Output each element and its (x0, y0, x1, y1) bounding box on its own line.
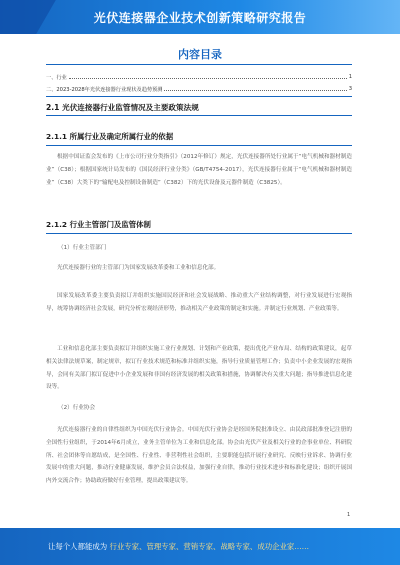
subsection-divider (46, 233, 352, 234)
paragraph: 根据中国证监会发布的《上市公司行业分类指引》（2012年修订）规定，光伏连接器所处行业属于“电气机械和器材制造业”（C38）；根据国家统计局发布的《国民经济行业分类》（GB/T4754-2017），光伏连接器行业属于“电气机械和器材制造业”（C38）大类下的“输配电及控制设备制造”（C382）下的光伏设备及元器件制造（C3825）。 (46, 154, 352, 186)
header-banner (0, 0, 400, 34)
toc-entry[interactable] (46, 84, 352, 94)
toc-divider (46, 96, 352, 97)
toc-entry[interactable] (46, 72, 352, 82)
toc-leader-dots (69, 75, 347, 79)
subsection-heading: 2.1.1 所属行业及确定所属行业的依据 (46, 132, 174, 141)
slogan-roles: 行业专家、管理专家、营销专家、战略专家、成功企业家…… (109, 542, 310, 551)
toc-entry-label: 一、行业 (46, 74, 67, 81)
paragraph: 国家发展改革委主要负责拟订并组织实施国民经济和社会发展战略、推动重大产业结构调整，对行业发展进行宏观指导，统筹协调经济社会发展，研究分析宏观经济形势，推动相关产业政策的制定和实施。并制定行业规划、产业政策等。 (46, 293, 352, 312)
toc-leader-dots (164, 87, 346, 91)
section-divider (46, 115, 352, 116)
toc-entry-page: 3 (348, 86, 352, 92)
subsection-divider (46, 145, 352, 146)
paragraph: 光伏连接器行业的自律性组织为中国光伏行业协会。中国光伏行业协会是经国务院批准设立、由民政部批准登记注册的全国性行业组织，于2014年6月成立，业务主管单位为工业和信息化部。协会由光伏产业及相关行业的企事业单位、科研院所、社会团体等自愿结成，是全国性、行业性、非营利性社会组织，主要职能包括开展行业研究、反映行业诉求、协调行业发展中的重大问题，推动行业健康发展，维护会员合法权益，加强行业自律，推动行业技术进步和标准化建设；组织开展国内外交流合作；协助政府做好行业管理，提出政策建议等。 (46, 427, 352, 485)
toc-title: 内容目录 (178, 48, 222, 61)
section-heading: 2.1 光伏连接器行业监管情况及主要政策法规 (46, 103, 199, 112)
paragraph: 光伏连接器行业的主管部门为国家发展改革委和工业和信息化部。 (57, 265, 220, 271)
subsection-heading: 2.1.2 行业主管部门及监管体制 (46, 220, 151, 229)
footer-slogan (48, 541, 309, 552)
toc-divider (46, 64, 352, 65)
slogan-lead: 让每个人都能成为 (48, 542, 108, 551)
page-number: 1 (347, 512, 351, 518)
report-title: 光伏连接器企业技术创新策略研究报告 (93, 11, 307, 25)
subheading: （2）行业协会 (58, 405, 96, 411)
footer-banner (0, 528, 400, 565)
subheading: （1）行业主管部门 (58, 245, 107, 251)
paragraph: 工业和信息化部主要负责拟订并组织实施工业行业规划、计划和产业政策，提出优化产业布局、结构的政策建议，起草相关法律法规草案，制定规章，拟订行业技术规范和标准并组织实施，指导行业质量管理工作；负责中小企业发展的宏观指导，会同有关部门拟订促进中小企业发展和非国有经济发展的相关政策和措施，协调解决有关重大问题；指导推进信息化建设等。 (46, 346, 352, 391)
toc-entry-page: 1 (348, 74, 352, 80)
toc-entry-label: 二、2023-2028年光伏连接器行业现状及趋势预测 (46, 86, 163, 93)
